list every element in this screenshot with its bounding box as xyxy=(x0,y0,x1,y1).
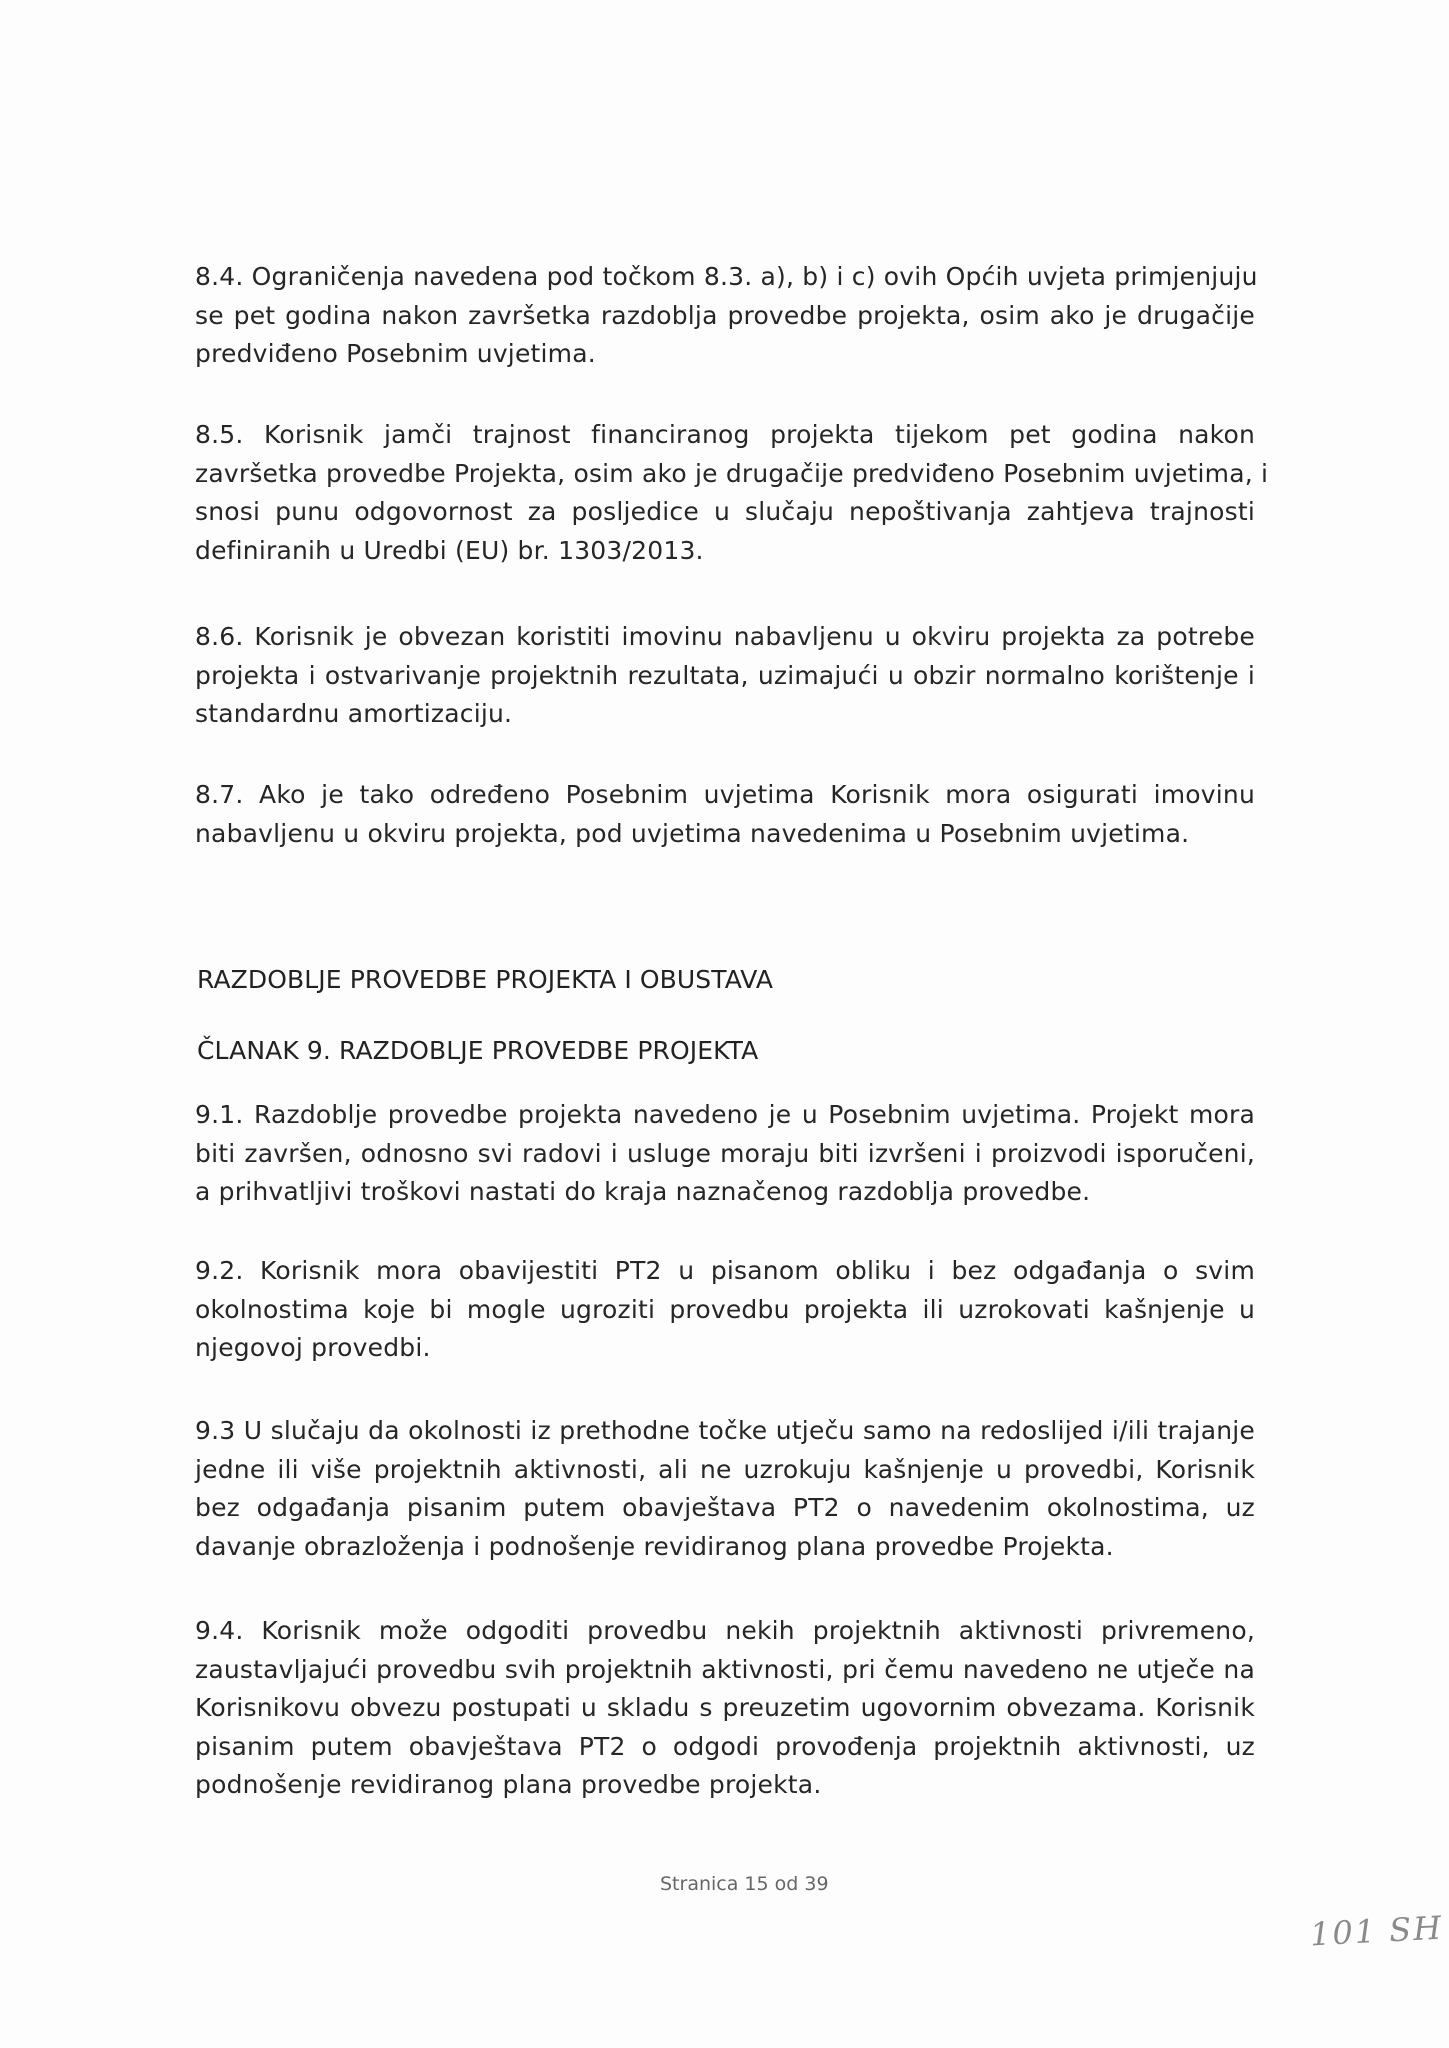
text-line: završetka provedbe Projekta, osim ako je drugačije predviđeno Posebnim uvjetima, i xyxy=(195,458,1269,488)
text-line: standardnu amortizaciju. xyxy=(195,699,513,728)
text-line: zaustavljajući provedbu svih projektnih aktivnosti, pri čemu navedeno ne utječe na xyxy=(195,1654,1255,1684)
paragraph-8-5 xyxy=(195,416,1269,570)
text-line: biti završen, odnosno svi radovi i usluge moraju biti izvršeni i proizvodi isporučeni, xyxy=(195,1138,1255,1168)
text-line: 9.3 U slučaju da okolnosti iz prethodne točke utječu samo na redoslijed i/ili trajanje xyxy=(195,1416,1255,1445)
text-line: se pet godina nakon završetka razdoblja provedbe projekta, osim ako je drugačije xyxy=(195,300,1255,330)
text-line: pisanim putem obavještava PT2 o odgodi provođenja projektnih aktivnosti, uz xyxy=(195,1731,1255,1761)
text-line: nabavljenu u okviru projekta, pod uvjetima navedenima u Posebnim uvjetima. xyxy=(195,818,1190,848)
text-line: 9.1. Razdoblje provedbe projekta navedeno je u Posebnim uvjetima. Projekt mora xyxy=(195,1100,1255,1129)
text-line: davanje obrazloženja i podnošenje revidiranog plana provedbe Projekta. xyxy=(195,1531,1114,1561)
page-number-footer: Stranica 15 od 39 xyxy=(660,1873,829,1895)
paragraph-8-6 xyxy=(195,618,1255,734)
text-line: 8.4. Ograničenja navedena pod točkom 8.3. a), b) i c) ovih Općih uvjeta primjenjuju xyxy=(195,262,1258,291)
text-line: 8.7. Ako je tako određeno Posebnim uvjetima Korisnik mora osigurati imovinu xyxy=(195,780,1255,809)
paragraph-9-4 xyxy=(195,1612,1255,1805)
text-line: njegovoj provedbi. xyxy=(195,1333,431,1362)
text-line: okolnostima koje bi mogle ugroziti provedbu projekta ili uzrokovati kašnjenje u xyxy=(195,1294,1255,1324)
text-line: bez odgađanja pisanim putem obavještava PT2 o navedenim okolnostima, uz xyxy=(195,1493,1255,1522)
text-line: 9.4. Korisnik može odgoditi provedbu nekih projektnih aktivnosti privremeno, xyxy=(195,1616,1255,1645)
text-line: podnošenje revidiranog plana provedbe projekta. xyxy=(195,1770,822,1799)
handwritten-annotation: 101 SH xyxy=(1309,1908,1444,1954)
text-line: projekta i ostvarivanje projektnih rezultata, uzimajući u obzir normalno korištenje i xyxy=(195,660,1255,690)
article-heading: ČLANAK 9. RAZDOBLJE PROVEDBE PROJEKTA xyxy=(197,1036,759,1065)
text-line: 8.6. Korisnik je obvezan koristiti imovinu nabavljenu u okviru projekta za potrebe xyxy=(195,622,1255,651)
text-line: a prihvatljivi troškovi nastati do kraja naznačenog razdoblja provedbe. xyxy=(195,1177,1091,1206)
text-line: snosi punu odgovornost za posljedice u slučaju nepoštivanja zahtjeva trajnosti xyxy=(195,497,1255,526)
paragraph-9-3 xyxy=(195,1412,1255,1566)
section-heading: RAZDOBLJE PROVEDBE PROJEKTA I OBUSTAVA xyxy=(197,965,774,994)
text-line: definiranih u Uredbi (EU) br. 1303/2013. xyxy=(195,535,704,565)
text-line: Korisnikovu obvezu postupati u skladu s preuzetim ugovornim obvezama. Korisnik xyxy=(195,1693,1255,1722)
text-line: 8.5. Korisnik jamči trajnost financiranog projekta tijekom pet godina nakon xyxy=(195,420,1255,449)
text-line: 9.2. Korisnik mora obavijestiti PT2 u pisanom obliku i bez odgađanja o svim xyxy=(195,1256,1255,1285)
paragraph-9-2 xyxy=(195,1252,1255,1368)
text-line: jedne ili više projektnih aktivnosti, ali ne uzrokuju kašnjenje u provedbi, Korisnik xyxy=(195,1454,1255,1484)
paragraph-9-1 xyxy=(195,1096,1255,1212)
paragraph-8-7 xyxy=(195,776,1255,853)
text-line: predviđeno Posebnim uvjetima. xyxy=(195,339,596,368)
paragraph-8-4 xyxy=(195,258,1258,374)
